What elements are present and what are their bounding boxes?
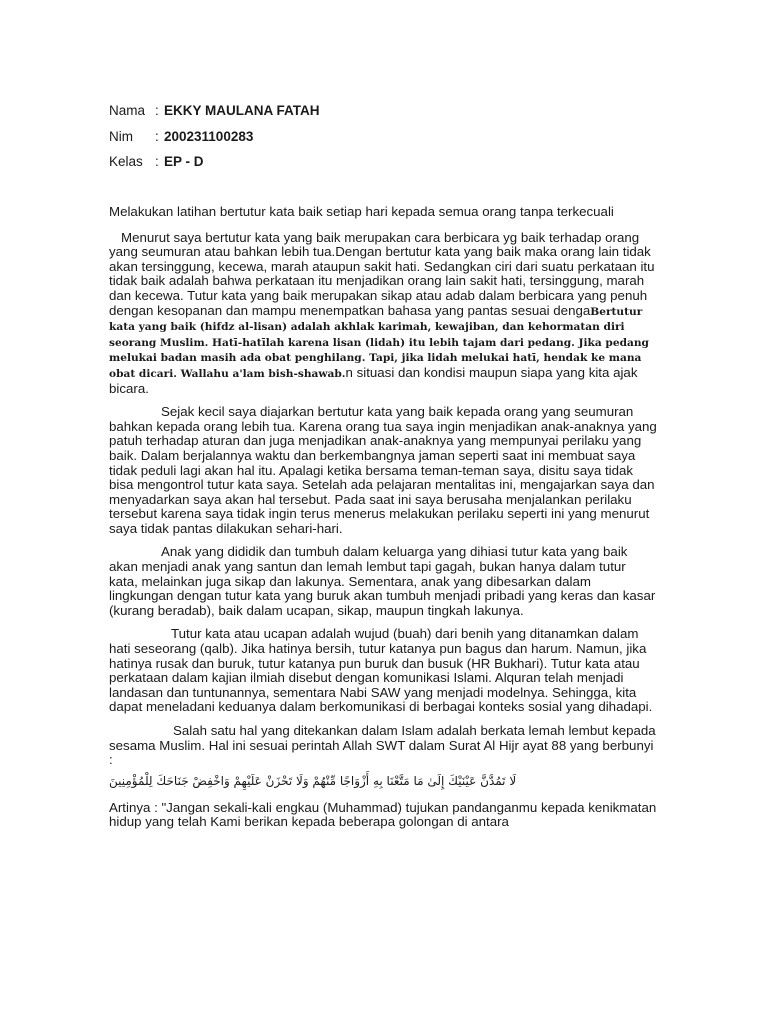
name-row (109, 103, 320, 119)
paragraph-5: Salah satu hal yang ditekankan dalam Islam adalah berkata lemah lembut kepada sesama Muslim. Hal ini sesuai perintah Allah SWT dalam Surat Al Hijr ayat 88 yang berbunyi : (109, 723, 656, 768)
arabic-verse: لَا تَمُدَّنَّ عَيْنَيْكَ إِلَىٰ مَا مَتَّعْنَا بِهِ أَزْوَاجًا مِّنْهُمْ وَلَا تَحْزَنْ عَلَيْهِمْ وَاخْفِضْ جَنَاحَكَ لِلْمُؤْمِنِينَ (109, 773, 517, 788)
name-separator: : (155, 103, 159, 118)
essay-title: Melakukan latihan bertutur kata baik setiap hari kepada semua orang tanpa terkecuali (109, 204, 614, 219)
paragraph-6: Artinya : "Jangan sekali-kali engkau (Muhammad) tujukan pandanganmu kepada kenikmatan hidup yang telah Kami berikan kepada beberapa golongan di antara (109, 799, 657, 830)
nim-row (109, 129, 253, 145)
paragraph-1 (109, 231, 657, 397)
paragraph-1-text-a: Menurut saya bertutur kata yang baik merupakan cara berbicara yg baik terhadap orang yang seumuran atau bahkan lebih tua.Dengan bertutur kata yang baik maka orang lain tidak akan tersinggung, kecewa, marah ataupun sakit hati. Sedangkan ciri dari suatu perkataan itu tidak baik adalah bahwa perkataan itu menjadikan orang lain sakit hati, tersinggung, marah dan kecewa. Tutur kata yang baik merupakan sikap atau adab dalam berbicara yang penuh dengan kesopanan dan mampu menempatkan bahasa yang pantas sesuai denga (109, 229, 655, 318)
name-label: Nama (109, 103, 146, 118)
paragraph-1-bold-quote: Bertutur kata yang baik (hifdz al-lisan) adalah akhlak karimah, kewajiban, dan kehormatan diri seorang Muslim. Hatī-hatīlah karena lisan (lidah) itu lebih tajam dari pedang. Jika pedang melukai badan masih ada obat penghilang. Tapi, jika lidah melukai hatī, hendak ke mana obat dicari. Wallahu a'lam bish-shawab. (109, 305, 649, 380)
paragraph-2: Sejak kecil saya diajarkan bertutur kata yang baik kepada orang yang seumuran bahkan kepada orang lebih tua. Karena orang tua saya ingin menjadikan anak-anaknya yang patuh terhadap aturan dan juga menjadikan anak-anaknya yang mempunyai perilaku yang baik. Dalam berjalannya waktu dan berkembangnya jaman seperti saat ini membuat saya tidak peduli lagi akan hal itu. Apalagi ketika bersama teman-teman saya, disitu saya tidak bisa mengontrol tutur kata saya. Setelah ada pelajaran mentalitas ini, mengajarkan saya dan menyadarkan saya akan hal tersebut. Pada saat ini saya berusaha menjalankan perilaku tersebut karena saya tidak ingin terus menerus melakukan perilaku seperti ini yang menurut saya tidak pantas dilakukan sehari-hari. (109, 404, 657, 536)
name-value: EKKY MAULANA FATAH (164, 103, 320, 118)
document-body (109, 205, 657, 839)
paragraph-4: Tutur kata atau ucapan adalah wujud (buah) dari benih yang ditanamkan dalam hati seseorang (qalb). Jika hatinya bersih, tutur katanya pun bagus dan harum. Namun, jika hatinya rusak dan buruk, tutur katanya pun buruk dan busuk (HR Bukhari). Tutur kata atau perkataan dalam kajian ilmiah disebut dengan komunikasi Islami. Alquran telah menjadi landasan dan tuntunannya, sementara Nabi SAW yang menjadi modelnya. Sehingga, kita dapat meneladani keduanya dalam berkomunikasi di berbagai konteks sosial yang dihadapi. (109, 626, 653, 715)
paragraph-1-text-b: n situasi dan kondisi maupun siapa yang kita ajak bicara. (109, 364, 638, 396)
kelas-value: EP - D (164, 154, 204, 169)
kelas-separator: : (155, 154, 159, 169)
nim-separator: : (155, 129, 159, 144)
paragraph-3: Anak yang dididik dan tumbuh dalam keluarga yang dihiasi tutur kata yang baik akan menjadi anak yang santun dan lemah lembut tapi gagah, bukan hanya dalam tutur kata, melainkan juga sikap dan lakunya. Sementara, anak yang dibesarkan dalam lingkungan dengan tutur kata yang buruk akan tumbuh menjadi pribadi yang keras dan kasar (kurang beradab), baik dalam ucapan, sikap, maupun tingkah lakunya. (109, 544, 656, 618)
kelas-label: Kelas (109, 154, 143, 169)
nim-label: Nim (109, 129, 133, 144)
kelas-row (109, 154, 204, 170)
nim-value: 200231100283 (164, 129, 254, 144)
